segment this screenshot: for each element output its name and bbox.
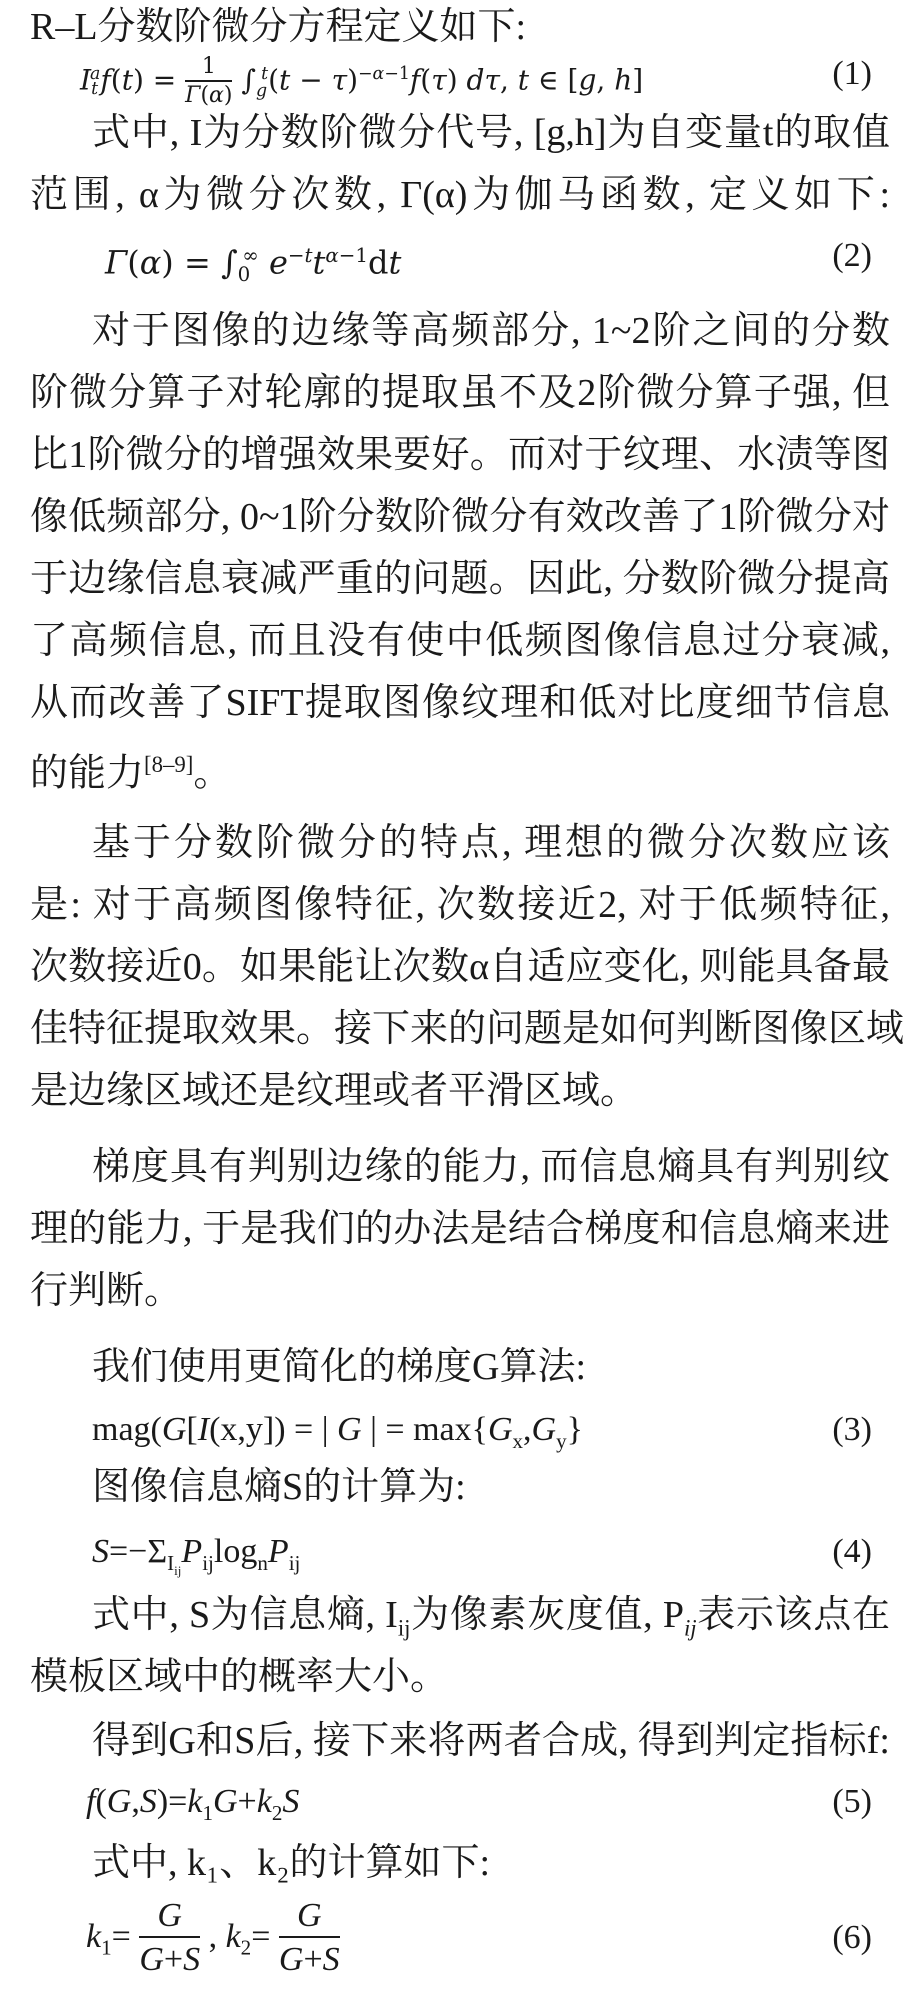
text-line: 式中, k₁、k₂的计算如下: (92, 1842, 491, 1884)
text-line: 模板区域中的概率大小。 (30, 1656, 449, 1698)
equation-6: $k_1=$ $\frac{G}{G+S}$ , $k_2=$ $\frac{G}{G+S}$ (86, 1897, 340, 1978)
text-line: 对于图像的边缘等高频部分, 1~2阶之间的分数 (92, 310, 890, 352)
text-run: 表示该点在 (696, 1594, 890, 1636)
equation-1: $I_t^af(t)$ = $\frac{1}{\Gamma(\alpha)}$ $\int_g^t(t - \tau)^{-\alpha-1}f(\tau)$ dτ, t ∈ [g, h] (80, 53, 644, 108)
text-line: 理的能力, 于是我们的办法是结合梯度和信息熵来进 (30, 1208, 890, 1250)
equation-number-2: (2) (832, 237, 872, 274)
text-line: 行判断。 (30, 1270, 183, 1312)
text-line: 于边缘信息衰减严重的问题。因此, 分数阶微分提高 (30, 558, 890, 600)
text-run: 的能力 (30, 752, 145, 795)
text-line: 梯度具有判别边缘的能力, 而信息熵具有判别纹 (92, 1146, 890, 1188)
text-line: 基于分数阶微分的特点, 理想的微分次数应该 (92, 822, 890, 864)
text-line: 阶微分算子对轮廓的提取虽不及2阶微分算子强, 但 (30, 372, 890, 414)
citation: [8–9] (144, 752, 194, 777)
text-line: 像低频部分, 0~1阶分数阶微分有效改善了1阶微分对 (30, 496, 890, 538)
equation-number-3: (3) (832, 1411, 872, 1448)
equation-number-4: (4) (832, 1533, 872, 1570)
text-run: 。 (193, 752, 232, 795)
equation-number-1: (1) (832, 55, 872, 92)
text-line (30, 740, 890, 799)
text-line: 图像信息熵S的计算为: (92, 1466, 466, 1508)
text-line: 了高频信息, 而且没有使中低频图像信息过分衰减, (30, 620, 890, 662)
text-line: 是边缘区域还是纹理或者平滑区域。 (30, 1070, 639, 1112)
equation-5: $f(G,S)=k_1G+k_2S$ (86, 1783, 300, 1825)
equation-2: $\Gamma(\alpha) = \int_0^\infty$ $e^{-t}t^{\alpha-1}dt$ (105, 243, 402, 287)
equation-4: $S=-\Sigma_{I_{ij}}P_{ij}\log_nP_{ij}$ (92, 1533, 301, 1578)
text-line: 范围, α为微分次数, Γ(α)为伽马函数, 定义如下: (30, 174, 890, 216)
text-run: 为像素灰度值, P (410, 1594, 684, 1636)
text-line: 从而改善了SIFT提取图像纹理和低对比度细节信息 (30, 682, 890, 724)
text-line: 次数接近0。如果能让次数α自适应变化, 则能具备最 (30, 946, 890, 988)
text-line: 得到G和S后, 接下来将两者合成, 得到判定指标f: (92, 1720, 890, 1762)
text-line: 比1阶微分的增强效果要好。而对于纹理、水渍等图 (30, 434, 890, 476)
equation-3: mag(G[I(x,y]) = | G | = $\max\{G_x,G_y\}$ (92, 1411, 583, 1453)
text-line: 是: 对于高频图像特征, 次数接近2, 对于低频特征, (30, 884, 890, 926)
text-line: 我们使用更简化的梯度G算法: (92, 1346, 587, 1388)
text-line: 式中, S为信息熵, $I_{ij}$为像素灰度值, $P_{ij}$表示该点在 (92, 1594, 890, 1641)
text-line: R–L分数阶微分方程定义如下: (30, 6, 527, 48)
equation-number-5: (5) (832, 1783, 872, 1820)
equation-number-6: (6) (832, 1919, 872, 1956)
text-line: 式中, I为分数阶微分代号, [g,h]为自变量t的取值 (92, 112, 890, 154)
text-run: 式中, S为信息熵, I (92, 1594, 398, 1636)
text-line: 佳特征提取效果。接下来的问题是如何判断图像区域 (30, 1008, 905, 1050)
